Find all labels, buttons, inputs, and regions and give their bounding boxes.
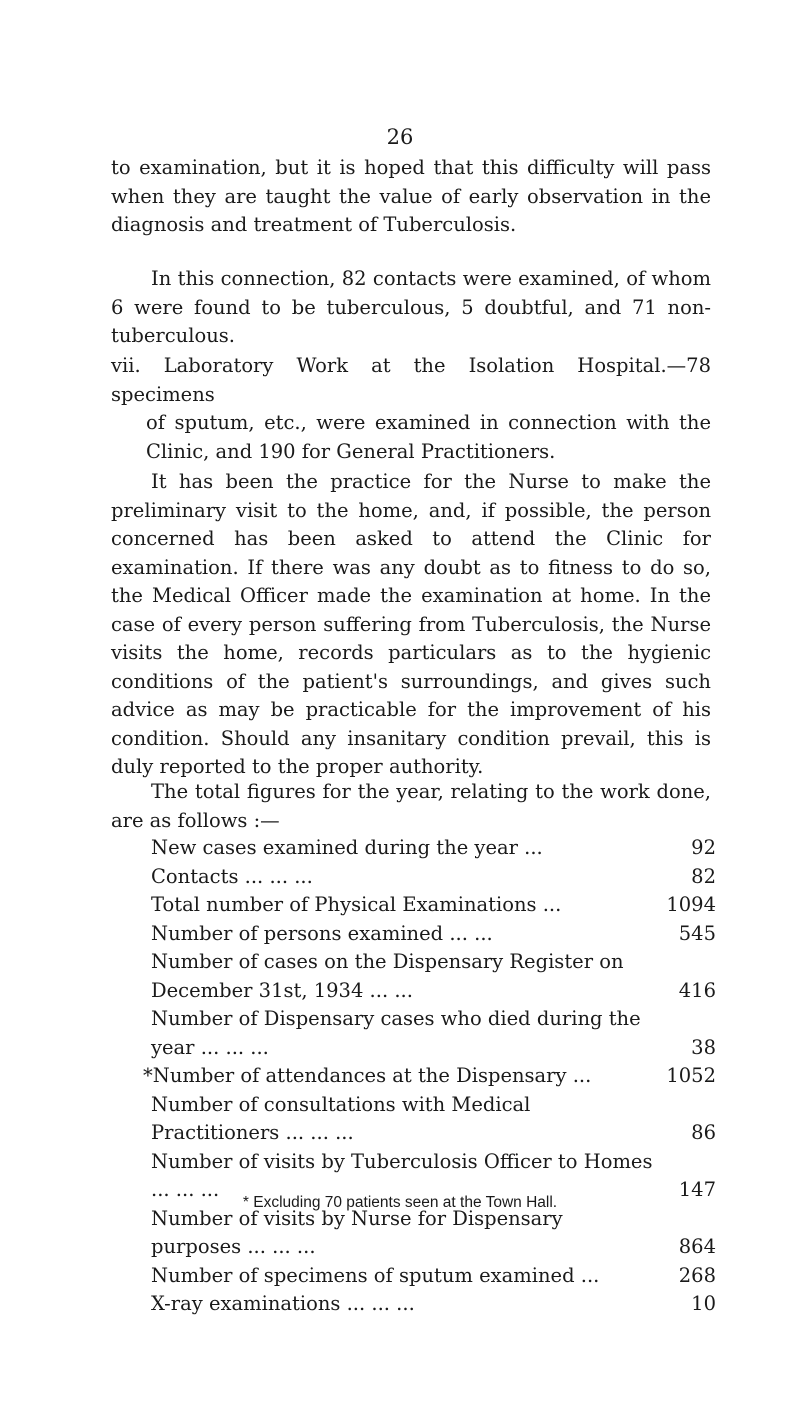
stat-value: 1052 [666,1064,716,1087]
stat-value: 268 [678,1263,716,1287]
stat-label: X-ray examinations ... ... ... [151,1292,415,1315]
stat-label: Number of consultations with Medical Practitioners ... ... ... [151,1092,531,1144]
stat-row [151,834,716,863]
paragraph-total-figures: The total figures for the year, relating to the work done, are as follows :— [111,780,711,832]
paragraph-practice: It has been the practice for the Nurse to make the preliminary visit to the home, and, if possible, the person concerned has been asked to attend the Clinic for examination. If there was any doubt as to fitness to do so, the Medical Officer made the examination at home. In the case of every person suffering from Tuberculosis, the Nurse visits the home, records particulars as to the hygienic conditions of the patient's surroundings, and gives such advice as may be practicable for the improvement of his condition. Should any insanitary condition prevail, this is duly reported to the proper authority. [111,470,711,778]
stat-row [151,1290,716,1319]
statistics-list [143,834,716,1319]
stat-value: 86 [691,1121,716,1144]
stat-value: 416 [678,978,716,1002]
stat-row [151,1091,716,1148]
stat-row [151,948,716,1005]
stat-label: Total number of Physical Examinations ... [151,893,562,916]
stat-label: New cases examined during the year ... [151,836,543,859]
stat-value: 82 [691,864,716,888]
stat-label: Number of specimens of sputum examined ... [151,1263,600,1287]
stat-label: Number of visits by Tuberculosis Officer to Homes ... ... ... [151,1149,653,1201]
stat-label: Number of cases on the Dispensary Register on December 31st, 1934 ... ... [151,950,624,1002]
stat-value: 92 [691,836,716,859]
stat-value: 1094 [666,893,716,916]
stat-row [151,891,716,920]
stat-value: 10 [691,1292,716,1315]
laboratory-heading-line: vii. Laboratory Work at the Isolation Hospital.—78 specimens [111,354,711,406]
stat-row [151,1005,716,1062]
stat-label: Number of visits by Nurse for Dispensary purposes ... ... ... [151,1206,563,1258]
paragraph-contacts: In this connection, 82 contacts were examined, of whom 6 were found to be tuberculous, 5 doubtful, and 71 non-tuberculous. [111,267,711,347]
stat-value: 545 [678,921,716,945]
stat-value: 147 [678,1178,716,1201]
stat-row [151,863,716,892]
stat-row [151,1262,716,1291]
footnote: * Excluding 70 patients seen at the Town Hall. [242,1194,558,1211]
laboratory-continuation: of sputum, etc., were examined in connection with the Clinic, and 190 for General Practitioners. [146,411,711,463]
stat-label: Number of persons examined ... ... [151,921,493,945]
page-number: 26 [386,125,414,149]
paragraph-intro: to examination, but it is hoped that this difficulty will pass when they are taught the value of early observation in the diagnosis and treatment of Tuberculosis. [111,156,711,236]
stat-row [151,1205,716,1262]
stat-label: Contacts ... ... ... [151,864,313,888]
paragraph-laboratory-work [111,352,711,466]
stat-row [151,920,716,949]
stat-value: 864 [678,1235,716,1258]
stat-label: *Number of attendances at the Dispensary ... [143,1064,592,1087]
stat-label: Number of Dispensary cases who died during the year ... ... ... [151,1007,641,1059]
stat-value: 38 [691,1035,716,1059]
stat-row [143,1062,716,1091]
